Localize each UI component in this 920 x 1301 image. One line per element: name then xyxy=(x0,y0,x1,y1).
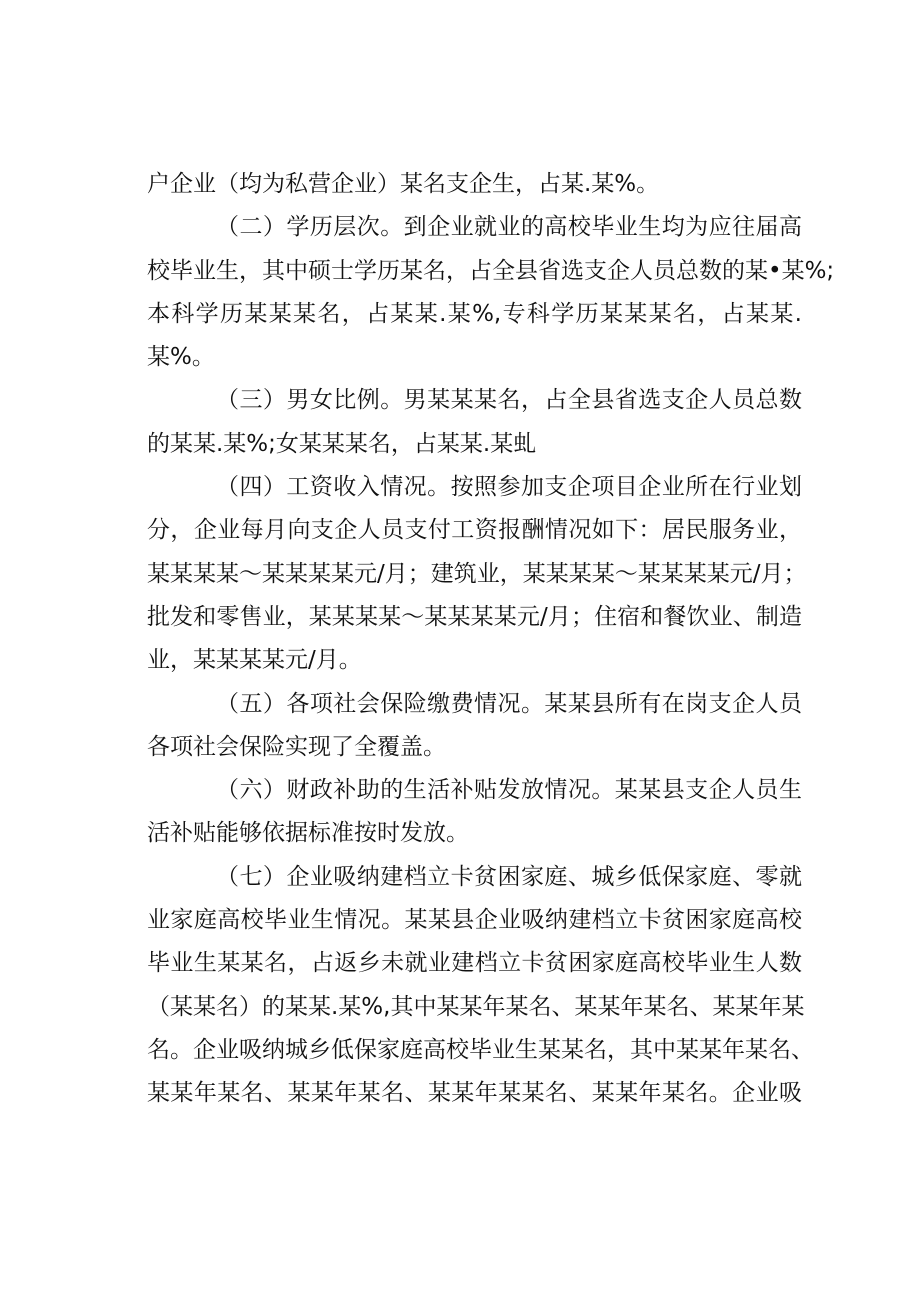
document-body xyxy=(147,163,835,1116)
text-line: 本科学历某某某名，占某某.某%,专科学历某某某名，占某某. xyxy=(147,300,802,327)
text-line: 活补贴能够依据标准按时发放。 xyxy=(147,820,469,847)
text-line: 业家庭高校毕业生情况。某某县企业吸纳建档立卡贫困家庭高校 xyxy=(147,907,802,934)
text-line: 校毕业生，其中硕士学历某名，占全县省选支企人员总数的某•某%; xyxy=(147,257,835,284)
text-line: （七）企业吸纳建档立卡贫困家庭、城乡低保家庭、零就 xyxy=(216,863,802,890)
text-line: （五）各项社会保险缴费情况。某某县所有在岗支企人员 xyxy=(216,690,802,717)
text-line: 某某年某名、某某年某名、某某年某某名、某某年某名。企业吸 xyxy=(147,1080,802,1107)
text-line: 某%。 xyxy=(147,344,215,371)
text-line: 某某某某〜某某某某元/月；建筑业，某某某某〜某某某某元/月； xyxy=(147,560,807,587)
text-line: 各项社会保险实现了全覆盖。 xyxy=(147,733,446,760)
text-line: 分，企业每月向支企人员支付工资报酬情况如下：居民服务业， xyxy=(147,517,802,544)
text-line: （六）财政补助的生活补贴发放情况。某某县支企人员生 xyxy=(216,777,802,804)
text-line: （二）学历层次。到企业就业的高校毕业生均为应往届高 xyxy=(216,214,802,241)
text-line: （某某名）的某某.某%,其中某某年某名、某某年某名、某某年某 xyxy=(147,993,805,1020)
text-line: 批发和零售业，某某某某〜某某某某元/月；住宿和餐饮业、制造 xyxy=(147,603,802,630)
text-line: 毕业生某某名，占返乡未就业建档立卡贫困家庭高校毕业生人数 xyxy=(147,950,802,977)
text-line: 业，某某某某元/月。 xyxy=(147,647,362,674)
text-line: 的某某.某%;女某某某名，占某某.某虬 xyxy=(147,430,537,457)
text-line: （四）工资收入情况。按照参加支企项目企业所在行业划 xyxy=(216,474,802,501)
text-line: 名。企业吸纳城乡低保家庭高校毕业生某某名，其中某某年某名、 xyxy=(147,1036,814,1063)
text-line: （三）男女比例。男某某某名，占全县省选支企人员总数 xyxy=(216,387,802,414)
text-line: 户企业（均为私营企业）某名支企生，占某.某%。 xyxy=(147,171,660,197)
